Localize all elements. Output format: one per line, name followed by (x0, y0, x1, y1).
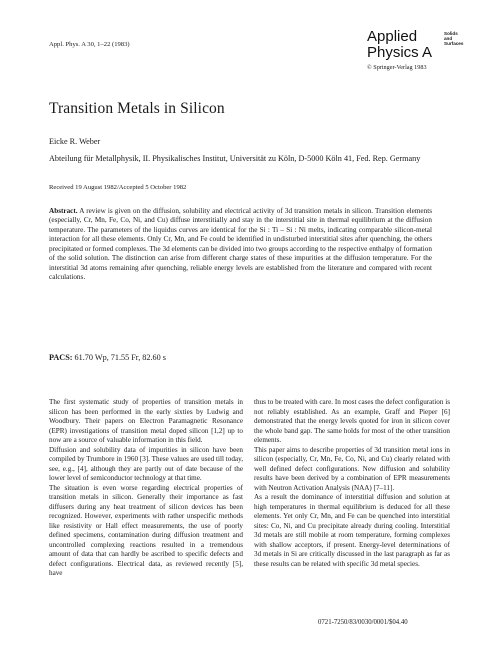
body-column-left (49, 398, 243, 579)
abstract-label: Abstract. (49, 207, 78, 215)
body-column-right (254, 398, 450, 569)
body-paragraph: As a result the dominance of interstitial diffusion and solution at high temperatures in thermal equilibrium is deduced for all these elements. Yet only Cr, Mn, and Fe can be quenched into interstitial sites: Co, Ni, and Cu precipitate already during cooling. Interstitial 3d metals are still mobile at room temperature, forming complexes with shallow acceptors, if present. Energy-level determinations of 3d metals in Si are critically discussed in the last paragraph as far as these results can be related with specific 3d metal species. (254, 493, 450, 568)
author-affiliation: Abteilung für Metallphysik, II. Physikalisches Institut, Universität zu Köln, D-5000 Köln 41, Fed. Rep. Germany (49, 154, 421, 163)
logo-line1: Applied (367, 28, 418, 45)
abstract (49, 207, 432, 283)
body-paragraph: Diffusion and solubility data of impurities in silicon have been compiled by Trumbore in 1960 [3]. These values are used till today, see, e.g., [4], although they are partly out of date because of the lower level of semiconductor technology at that time. (49, 445, 243, 482)
abstract-text: A review is given on the diffusion, solubility and electrical activity of 3d transition metals in silicon. Transition elements (especially, Cr, Mn, Fe, Co, Ni, and Cu) diffuse interstitially and stay in the interstitial site in thermal equilibrium at the diffusion temperature. The parameters of the liquidus curves are identical for the Si : Ti – Si : Ni melts, indicating comparable silicon-metal interaction for all these elements. Only Cr, Mn, and Fe could be identified in undisturbed interstitial sites after quenching, the others precipitated or formed complexes. The 3d elements can be divided into two groups according to the respective enthalpy of formation of the solid solution. The distinction can arise from different charge states of these impurities at the diffusion temperature. For the interstitial 3d atoms remaining after quenching, reliable energy levels are established from the literature and compared with recent calculations. (49, 207, 432, 282)
logo-side-word: Solids (444, 31, 458, 36)
body-paragraph: The first systematic study of properties of transition metals in silicon has been performed in the early sixties by Ludwig and Woodbury. Their papers on Electron Paramagnetic Resonance (EPR) investigations of transition metal doped silicon [1,2] up to now are a source of valuable information in this field. (49, 398, 243, 444)
logo-side-word: and (444, 36, 453, 41)
body-paragraph: The situation is even worse regarding electrical properties of transition metals in silicon. Generally their importance as fast diffusers during any heat treatment of silicon devices has been recognized. However, experiments with rather unspecific methods like resistivity or Hall effect measurements, the use of poorly defined specimens, contamination during diffusion treatment and uncontrolled complexing reactions resulted in a tremendous amount of data that can hardly be ascribed to specific defects and defect configurations. Electrical data, as reviewed recently [5], have (49, 483, 243, 577)
pacs-line (49, 353, 166, 362)
logo-line2: Physics A (367, 44, 433, 61)
journal-citation: Appl. Phys. A 30, 1–22 (1983) (49, 41, 130, 48)
pacs-label: PACS: (49, 353, 73, 362)
logo-side-text (444, 31, 463, 46)
body-paragraph: This paper aims to describe properties of 3d transition metal ions in silicon (especially, Cr, Mn, Fe, Co, Ni, and Cu) clearly related with well defined defect configurations. New diffusion and solubility results have been derived by a combination of EPR measurements with Neutron Activation Analysis (NAA) [7–11]. (254, 445, 450, 492)
author-name: Eicke R. Weber (49, 137, 101, 146)
journal-logo (367, 28, 464, 71)
article-title: Transition Metals in Silicon (49, 100, 225, 117)
article-code: 0721-7250/83/0030/0001/$04.40 (318, 619, 408, 626)
body-paragraph: thus to be treated with care. In most cases the defect configuration is not reliably established. As an example, Graff and Pieper [6] demonstrated that the energy levels quoted for iron in silicon cover the whole band gap. The same holds for most of the other transition elements. (254, 398, 450, 444)
copyright-notice: © Springer-Verlag 1983 (367, 64, 427, 71)
received-date: Received 19 August 1982/Accepted 5 October 1982 (49, 184, 187, 191)
pacs-codes: 61.70 Wp, 71.55 Fr, 82.60 s (74, 353, 166, 362)
logo-side-word: Surfaces (444, 41, 464, 46)
